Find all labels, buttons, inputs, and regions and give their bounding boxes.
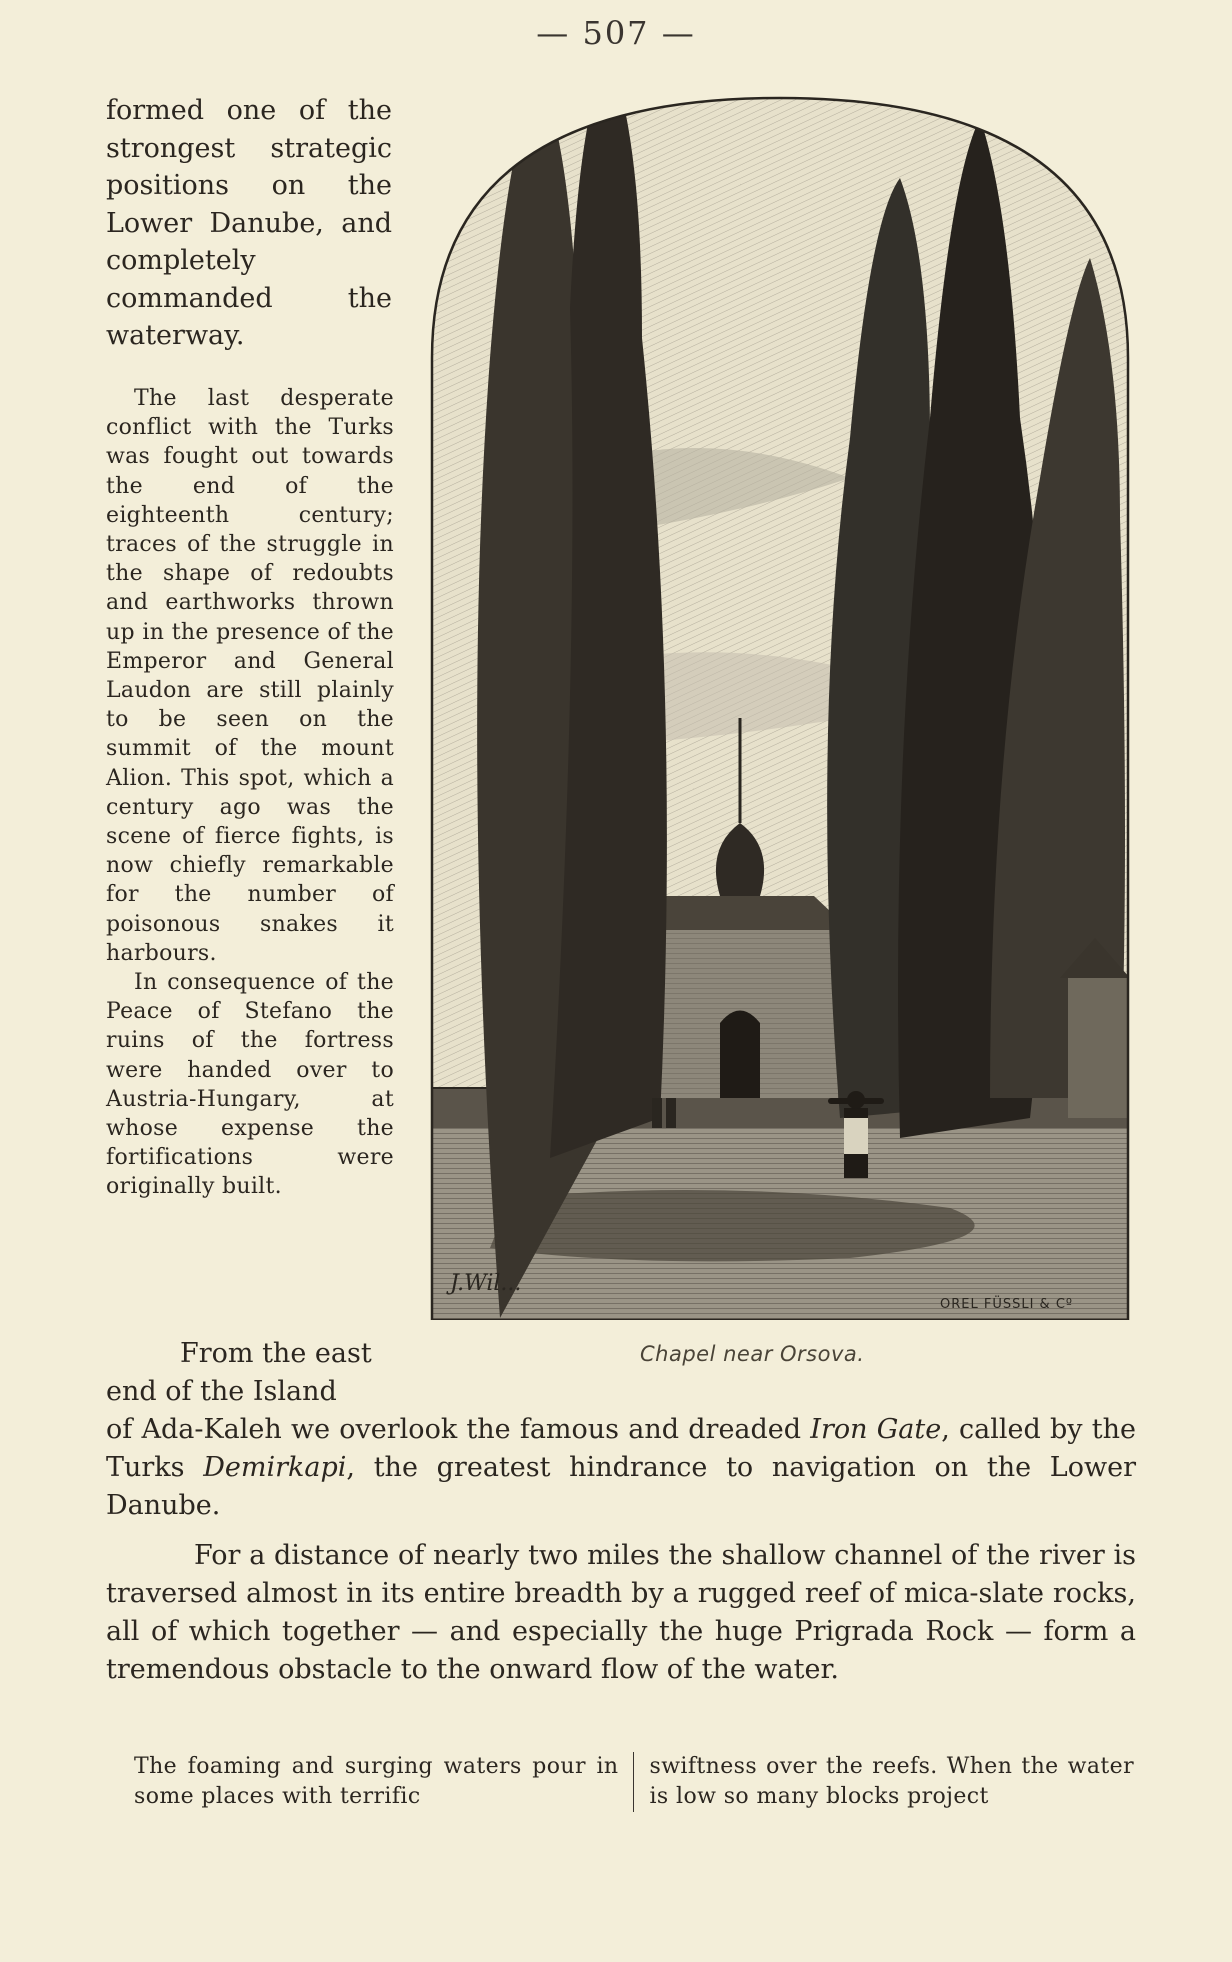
main-line-1: From the east: [180, 1338, 372, 1369]
chapel-engraving-figure: [430, 58, 1130, 1320]
chapel-engraving-illustration: [430, 58, 1130, 1320]
demirkapi-term: Demirkapi: [203, 1452, 347, 1483]
main-paragraph-1: [106, 1335, 1136, 1525]
main-text-between: , called by the Turks: [106, 1414, 1136, 1483]
main-paragraph-2: For a distance of nearly two miles the shallow channel of the river is traversed almost in its entire breadth by a rugged reef of mica-slate rocks, all of which together — and especially the huge Prigrada Rock — form a tremendous obstacle to the onward flow of the water.: [106, 1540, 1136, 1685]
bottom-left-column: The foaming and surging waters pour in some places with terrific: [134, 1752, 634, 1812]
main-text: [106, 1335, 1136, 1689]
engraver-mark: OREL FÜSSLI & Cº: [940, 1297, 1074, 1312]
main-line-2: end of the Island: [106, 1376, 337, 1407]
lead-column-text: formed one of the strongest strategic positions on the Lower Danube, and completely commanded the waterway.: [106, 95, 392, 351]
artist-signature: J.Wil...: [450, 1271, 522, 1296]
bottom-right-column: swiftness over the reefs. When the water is low so many blocks project: [649, 1754, 1134, 1809]
side-paragraph-2: In consequence of the Peace of Stefano the ruins of the fortress were handed over to Austria-Hungary, at whose expense the fortifications were originally built.: [106, 970, 394, 1200]
bottom-two-columns: [134, 1752, 1134, 1812]
main-text-iron-gate-lead: of Ada-Kaleh we overlook the famous and dreaded: [106, 1414, 811, 1445]
main-text-after: , the greatest hindrance to navigation on the Lower Danube.: [106, 1452, 1136, 1521]
figure-caption: Chapel near Orsova.: [640, 1342, 865, 1366]
page-number: — 507 —: [536, 14, 696, 52]
iron-gate-term: Iron Gate: [810, 1414, 942, 1445]
side-paragraph-1: The last desperate conflict with the Turks was fought out towards the end of the eighteenth century; traces of the struggle in the shape of redoubts and earthworks thrown up in the presence of the Emperor and General Laudon are still plainly to be seen on the summit of the mount Alion. This spot, which a century ago was the scene of fierce fights, is now chiefly remarkable for the number of poisonous snakes it harbours.: [106, 386, 394, 966]
side-column: [106, 384, 394, 1202]
